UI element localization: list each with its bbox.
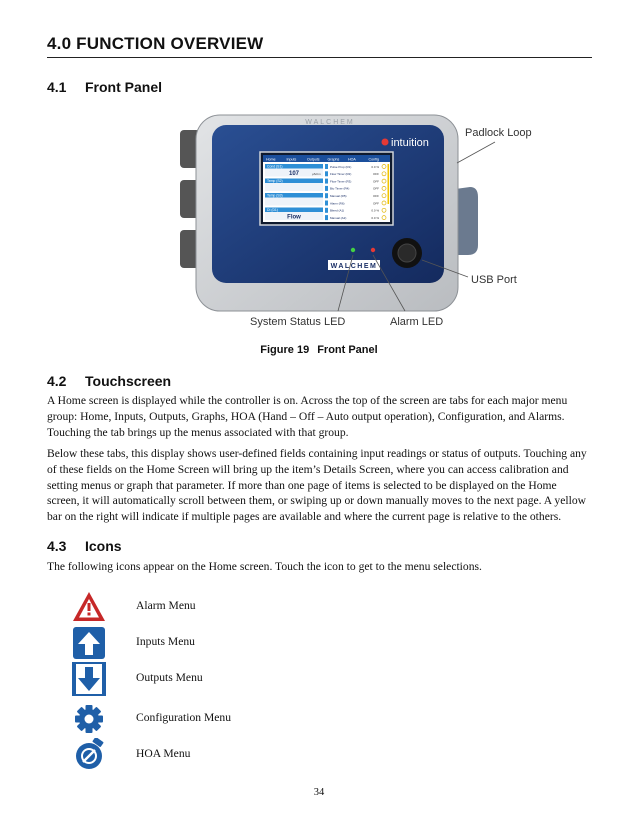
hoa-icon xyxy=(72,738,106,772)
icon-row-configuration xyxy=(72,702,372,736)
icon-row-inputs xyxy=(72,626,372,660)
icon-row-alarm xyxy=(72,590,372,624)
icon-label: Outputs Menu xyxy=(136,671,203,684)
screen-field-value: 107 xyxy=(288,171,300,177)
screen-tab[interactable]: HOA xyxy=(348,157,356,162)
alarm-icon xyxy=(72,590,106,624)
callout-alarm-led: Alarm LED xyxy=(390,316,444,328)
icon-row-outputs xyxy=(72,662,372,696)
screen-row-marker xyxy=(325,164,328,169)
brand-top: WALCHEM xyxy=(305,119,355,126)
icon-label: Configuration Menu xyxy=(136,711,231,724)
figure-caption-text: Front Panel xyxy=(317,344,378,356)
paragraph-touchscreen-2: Below these tabs, this display shows user-defined fields containing input readings or status of outputs. Touching any of these fields on the Home Screen will bring up the item’s Details Screen, where you can access calibration and setting menus or graph that parameter. If more than one page of items is selected to be displayed on the Home screen, it will automatically scroll between them, or swiping up or down manually moves to the next page. A yellow bar on the right will indicate if multiple pages are available and where the current page is relative to the others. xyxy=(47,447,587,524)
icon-label: HOA Menu xyxy=(136,747,191,760)
screen-row-name[interactable]: Pulse Prop (R1) xyxy=(330,164,352,169)
screen-row-marker xyxy=(325,208,328,213)
section-title: Touchscreen xyxy=(85,373,172,389)
callout-usb-port: USB Port xyxy=(471,274,517,286)
screen-page-scrollbar[interactable] xyxy=(388,164,390,204)
paragraph-touchscreen-1: A Home screen is displayed while the controller is on. Across the top of the screen are tabs for each major menu group: Home, Inputs, Outputs, Graphs, HOA (Hand – Off – Auto output operation), Configuration, and Alarms. Touching the tab brings up the menus associated with that group. xyxy=(47,394,568,439)
icon-label: Inputs Menu xyxy=(136,635,195,648)
section-title: Front Panel xyxy=(85,79,163,95)
section-heading-front-panel xyxy=(47,79,162,95)
icon-label: Alarm Menu xyxy=(136,599,196,612)
screen-field-label: Temp (S2) xyxy=(267,179,283,184)
outputs-icon xyxy=(72,662,106,696)
screen-row-name[interactable]: Manual (A2) xyxy=(330,215,347,220)
screen-row-name[interactable]: Bio Timer (R4) xyxy=(330,186,350,191)
screen-row-name[interactable]: Manual (R5) xyxy=(330,194,347,198)
screen-row-value: OFF xyxy=(373,201,379,206)
screen-field-label: Temp (S3) xyxy=(267,193,283,198)
section-heading-touchscreen xyxy=(47,373,171,389)
callout-system-status-led: System Status LED xyxy=(250,316,346,328)
screen-row-value: 0.0 % xyxy=(371,215,379,220)
usb-port-cap xyxy=(398,244,416,262)
screen-row-name[interactable]: Alarm (R6) xyxy=(330,201,345,206)
screen-field-body[interactable] xyxy=(265,198,323,206)
screen-row-marker xyxy=(325,193,328,198)
paragraph-icons-intro: The following icons appear on the Home screen. Touch the icon to get to the menu selections. xyxy=(47,560,482,573)
section-number: 4.1 xyxy=(47,79,67,95)
gear-icon xyxy=(72,702,106,736)
screen-row-value: OFF xyxy=(373,172,379,177)
screen-row-name[interactable]: Bleed (A1) xyxy=(330,208,345,213)
section-number: 4.3 xyxy=(47,538,67,554)
screen-row-value: OFF xyxy=(373,179,379,184)
system-status-led xyxy=(351,248,355,252)
screen-tab[interactable]: Graphs xyxy=(327,157,340,162)
screen-row-marker xyxy=(325,179,328,184)
screen-row-value: 0.0 % xyxy=(371,164,379,169)
screen-row-value: OFF xyxy=(373,186,379,191)
section-title: Icons xyxy=(85,538,122,554)
screen-tab[interactable]: Outputs xyxy=(307,157,320,162)
inputs-icon xyxy=(72,626,106,660)
screen-row-marker xyxy=(325,186,328,191)
screen-tab[interactable]: Home xyxy=(266,157,276,162)
logo-text: intuition xyxy=(391,137,429,149)
section-number: 4.2 xyxy=(47,373,67,389)
figure-number: Figure 19 xyxy=(260,344,310,356)
callout-padlock-loop: Padlock Loop xyxy=(465,127,532,139)
page-number: 34 xyxy=(313,787,325,798)
screen-field-label: DI (D1) xyxy=(267,208,278,213)
screen-row-marker xyxy=(325,215,328,220)
screen-tab[interactable]: Inputs xyxy=(286,157,297,162)
brand-bottom: WALCHEM xyxy=(330,263,378,270)
screen-row-value: 0.0 % xyxy=(371,208,379,213)
screen-row-value: OFF xyxy=(373,194,379,198)
callout-line-padlock xyxy=(457,142,495,163)
page-heading: 4.0 FUNCTION OVERVIEW xyxy=(47,34,592,58)
logo-icon xyxy=(382,139,389,146)
screen-tab[interactable]: Config xyxy=(368,157,379,162)
screen-field-label: Cond (S1) xyxy=(267,164,283,169)
figure-caption xyxy=(0,344,638,356)
section-heading-icons xyxy=(47,538,122,554)
screen-row-name[interactable]: Flow Timer (R2) xyxy=(330,172,352,177)
screen-row-name[interactable]: Flow Timer (R3) xyxy=(330,179,352,184)
screen-field-value: Flow xyxy=(287,214,301,221)
screen-field-body[interactable] xyxy=(265,183,323,191)
screen-field-unit: µS/cm xyxy=(312,172,321,176)
icon-row-hoa xyxy=(72,738,372,772)
screen-row-marker xyxy=(325,201,328,206)
screen-tab-bar xyxy=(263,155,390,162)
screen-row-marker xyxy=(325,171,328,176)
alarm-led xyxy=(371,248,375,252)
